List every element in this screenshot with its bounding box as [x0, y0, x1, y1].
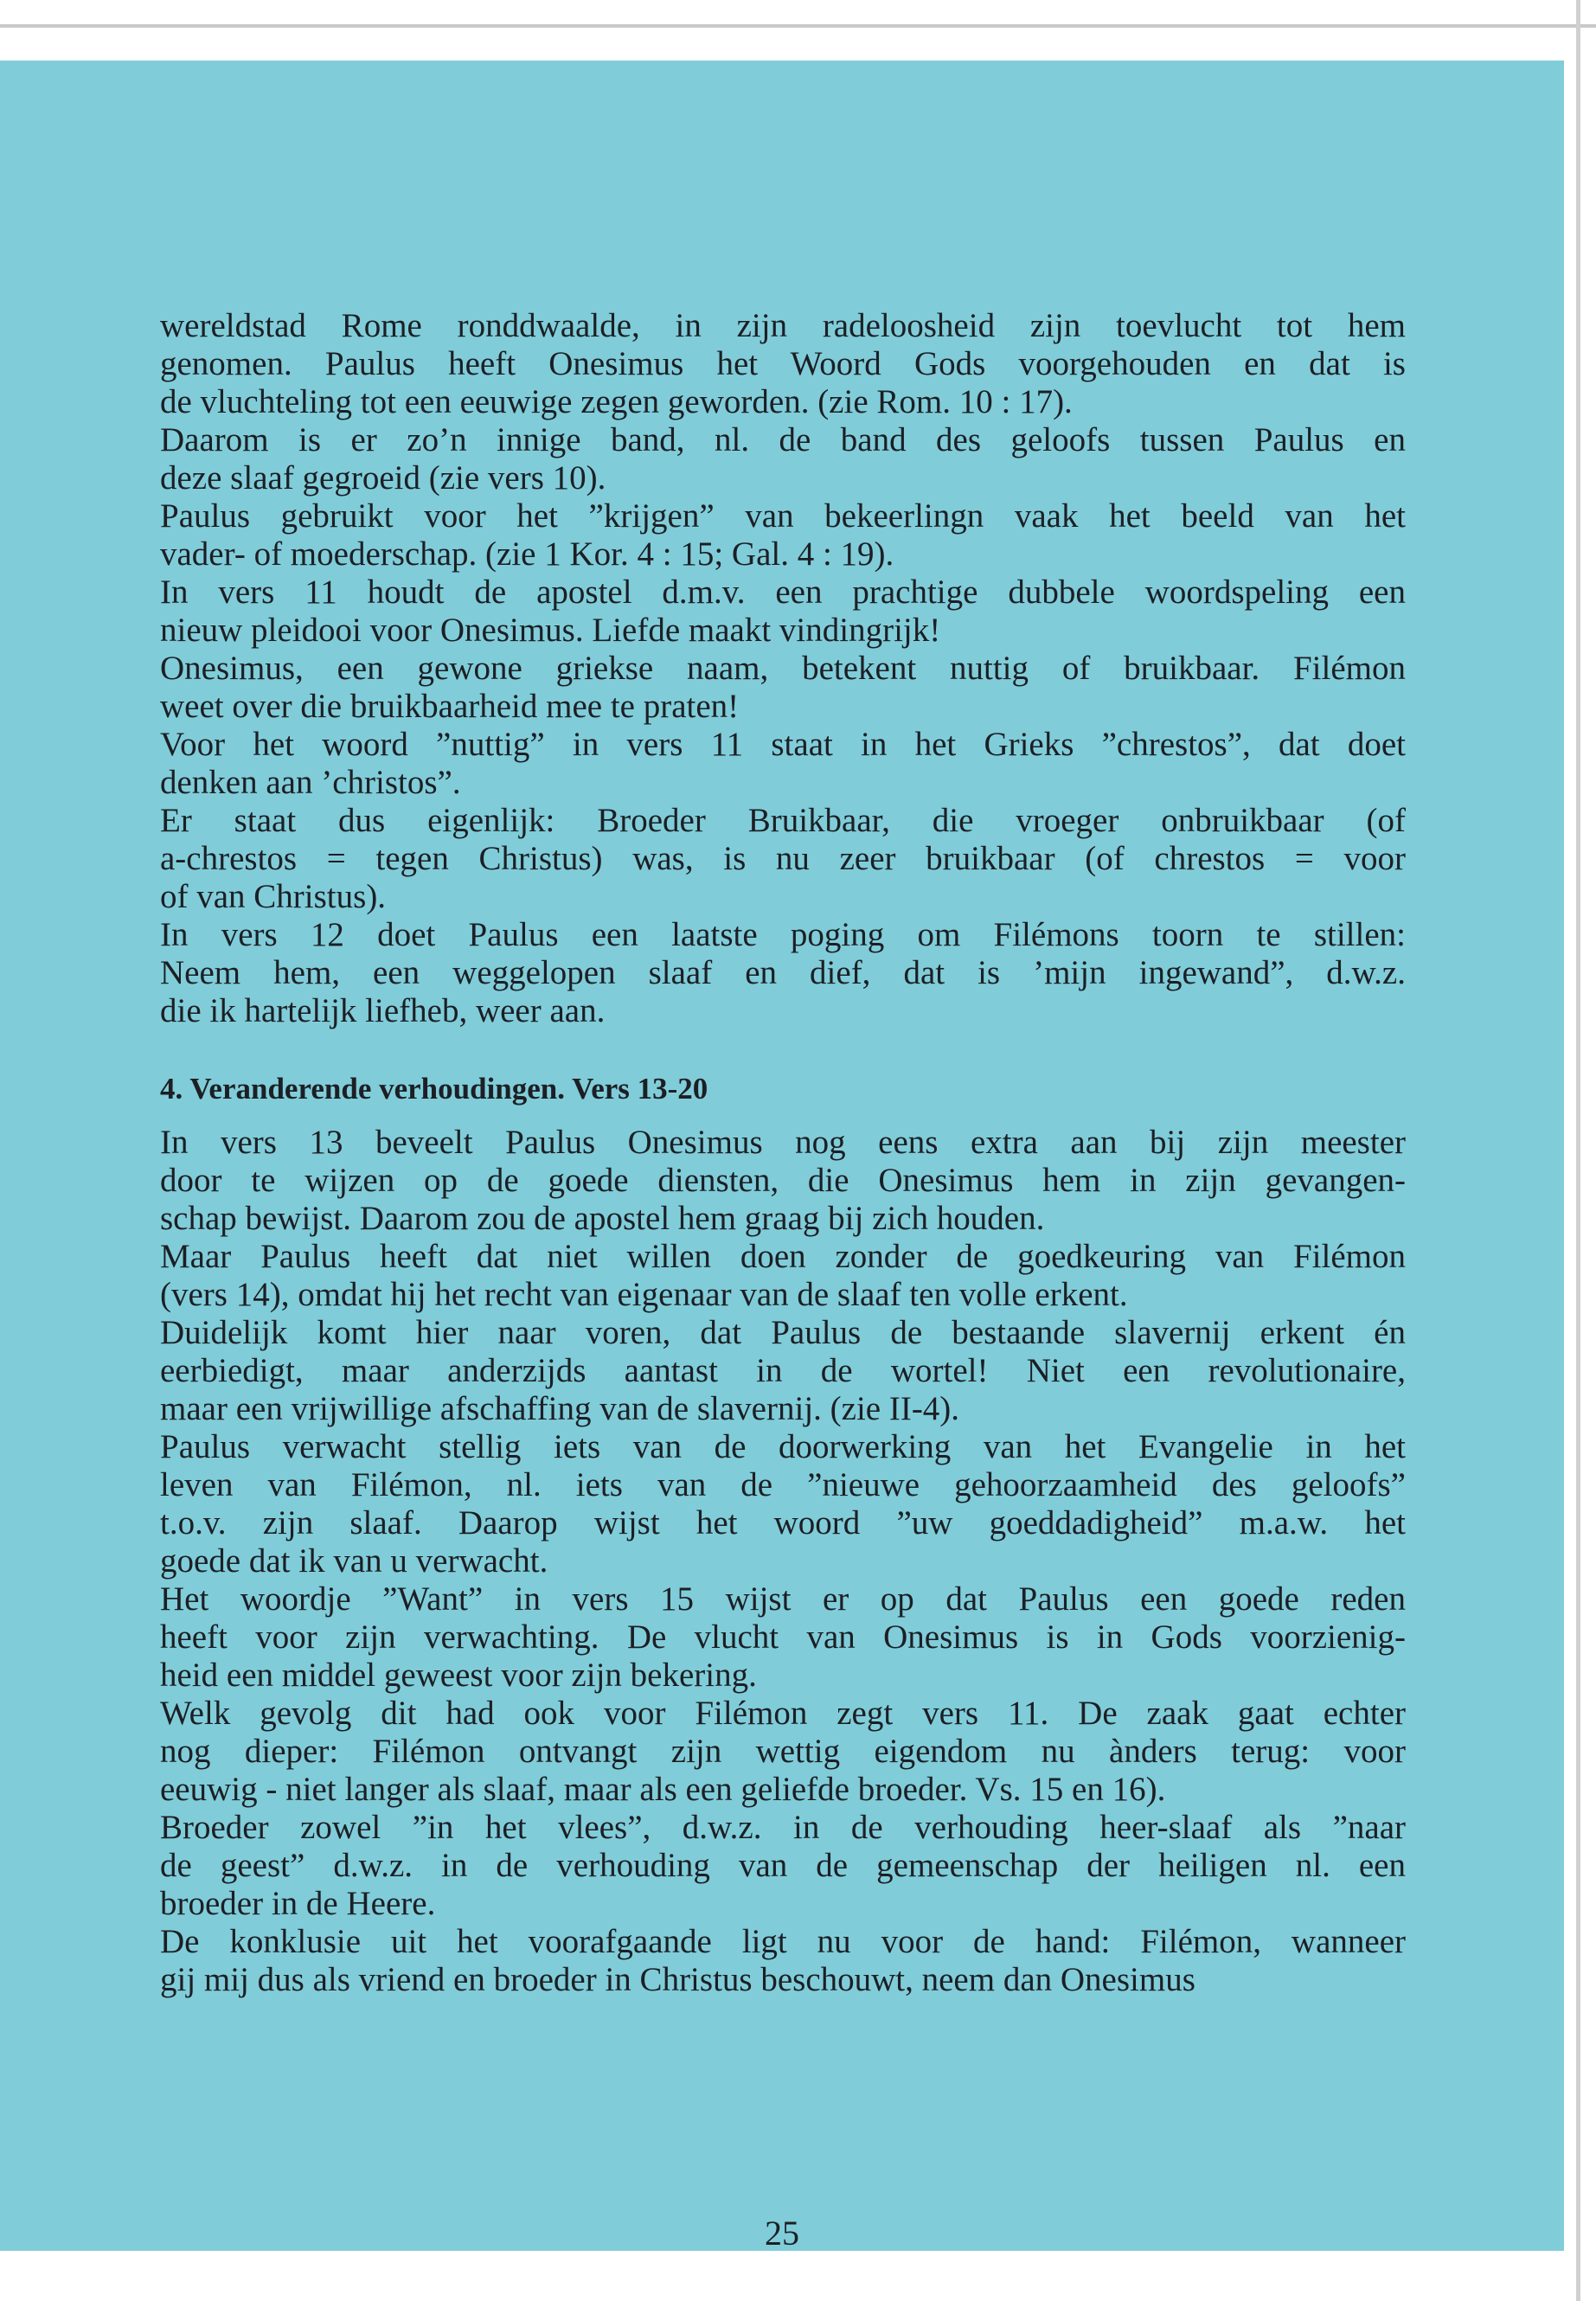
text-line: Paulus verwacht stellig iets van de doorwerking van het Evangelie in het [160, 1428, 1406, 1465]
text-line: goede dat ik van u verwacht. [160, 1542, 548, 1580]
text-line: maar een vrijwillige afschaffing van de slavernij. (zie II-4). [160, 1390, 960, 1427]
scan-edge-top [0, 24, 1596, 28]
text-line: In vers 11 houdt de apostel d.m.v. een prachtige dubbele woordspeling een [160, 574, 1406, 611]
paragraphs-after-heading [160, 1124, 1406, 1999]
paragraph [160, 1238, 1406, 1314]
text-line: Paulus gebruikt voor het ”krijgen” van bekeerlingn vaak het beeld van het [160, 497, 1406, 535]
paragraph [160, 1124, 1406, 1238]
text-line: Broeder zowel ”in het vlees”, d.w.z. in de verhouding heer-slaaf als ”naar [160, 1809, 1406, 1846]
section-heading: 4. Veranderende verhoudingen. Vers 13-20 [160, 1072, 708, 1106]
text-line: In vers 13 beveelt Paulus Onesimus nog eens extra aan bij zijn meester [160, 1124, 1406, 1161]
text-line: weet over die bruikbaarheid mee te praten! [160, 688, 740, 725]
paragraph [160, 421, 1406, 497]
text-line: Maar Paulus heeft dat niet willen doen zonder de goedkeuring van Filémon [160, 1238, 1406, 1275]
text-line: Het woordje ”Want” in vers 15 wijst er op dat Paulus een goede reden [160, 1580, 1406, 1618]
text-line: Daarom is er zo’n innige band, nl. de band des geloofs tussen Paulus en [160, 421, 1406, 458]
text-line: de geest” d.w.z. in de verhouding van de gemeenschap der heiligen nl. een [160, 1847, 1406, 1884]
paragraph [160, 497, 1406, 574]
text-line: Er staat dus eigenlijk: Broeder Bruikbaar, die vroeger onbruikbaar (of [160, 802, 1406, 839]
paragraph [160, 1580, 1406, 1695]
text-line: deze slaaf gegroeid (zie vers 10). [160, 459, 606, 497]
text-line: nog dieper: Filémon ontvangt zijn wettig eigendom nu ànders terug: voor [160, 1733, 1406, 1770]
paragraph [160, 1695, 1406, 1809]
page-number: 25 [765, 2214, 799, 2253]
text-line: Voor het woord ”nuttig” in vers 11 staat in het Grieks ”chrestos”, dat doet [160, 726, 1406, 763]
text-line: denken aan ’christos”. [160, 764, 461, 801]
paragraph [160, 916, 1406, 1030]
text-line: heid een middel geweest voor zijn bekering. [160, 1657, 757, 1694]
text-line: gij mij dus als vriend en broeder in Christus beschouwt, neem dan Onesimus [160, 1961, 1195, 1998]
text-line: broeder in de Heere. [160, 1885, 436, 1922]
body-text [160, 307, 1406, 1999]
paragraph [160, 1428, 1406, 1580]
text-line: Welk gevolg dit had ook voor Filémon zegt vers 11. De zaak gaat echter [160, 1695, 1406, 1732]
text-line: of van Christus). [160, 878, 387, 915]
text-line: De konklusie uit het voorafgaande ligt nu voor de hand: Filémon, wanneer [160, 1923, 1406, 1960]
text-line: vader- of moederschap. (zie 1 Kor. 4 : 15; Gal. 4 : 19). [160, 535, 894, 573]
paragraph [160, 1314, 1406, 1428]
paragraphs-before-heading [160, 307, 1406, 1030]
text-line: heeft voor zijn verwachting. De vlucht van Onesimus is in Gods voorzienig- [160, 1618, 1406, 1656]
text-line: eeuwig - niet langer als slaaf, maar als een geliefde broeder. Vs. 15 en 16). [160, 1771, 1166, 1808]
text-line: In vers 12 doet Paulus een laatste poging om Filémons toorn te stillen: [160, 916, 1406, 953]
text-line: die ik hartelijk liefheb, weer aan. [160, 992, 606, 1029]
text-line: door te wijzen op de goede diensten, die Onesimus hem in zijn gevangen- [160, 1162, 1406, 1199]
text-line: Duidelijk komt hier naar voren, dat Paulus de bestaande slavernij erkent én [160, 1314, 1406, 1351]
paragraph [160, 307, 1406, 421]
text-line: de vluchteling tot een eeuwige zegen geworden. (zie Rom. 10 : 17). [160, 383, 1073, 420]
paragraph [160, 1923, 1406, 1999]
text-line: genomen. Paulus heeft Onesimus het Woord Gods voorgehouden en dat is [160, 345, 1406, 382]
text-line: eerbiedigt, maar anderzijds aantast in de wortel! Niet een revolutionaire, [160, 1352, 1406, 1389]
text-line: t.o.v. zijn slaaf. Daarop wijst het woord ”uw goeddadigheid” m.a.w. het [160, 1504, 1406, 1541]
book-page [0, 61, 1564, 2251]
text-line: Onesimus, een gewone griekse naam, betekent nuttig of bruikbaar. Filémon [160, 650, 1406, 687]
text-line: schap bewijst. Daarom zou de apostel hem graag bij zich houden. [160, 1200, 1045, 1237]
scan-edge-right [1576, 0, 1580, 2301]
paragraph [160, 1809, 1406, 1923]
paragraph [160, 574, 1406, 650]
text-line: Neem hem, een weggelopen slaaf en dief, dat is ’mijn ingewand”, d.w.z. [160, 954, 1406, 991]
paragraph [160, 650, 1406, 726]
text-line: a-chrestos = tegen Christus) was, is nu zeer bruikbaar (of chrestos = voor [160, 840, 1406, 877]
paragraph [160, 802, 1406, 916]
text-line: nieuw pleidooi voor Onesimus. Liefde maakt vindingrijk! [160, 612, 941, 649]
text-line: leven van Filémon, nl. iets van de ”nieuwe gehoorzaamheid des geloofs” [160, 1466, 1406, 1503]
paragraph [160, 726, 1406, 802]
text-line: wereldstad Rome ronddwaalde, in zijn radeloosheid zijn toevlucht tot hem [160, 307, 1406, 344]
text-line: (vers 14), omdat hij het recht van eigenaar van de slaaf ten volle erkent. [160, 1276, 1128, 1313]
